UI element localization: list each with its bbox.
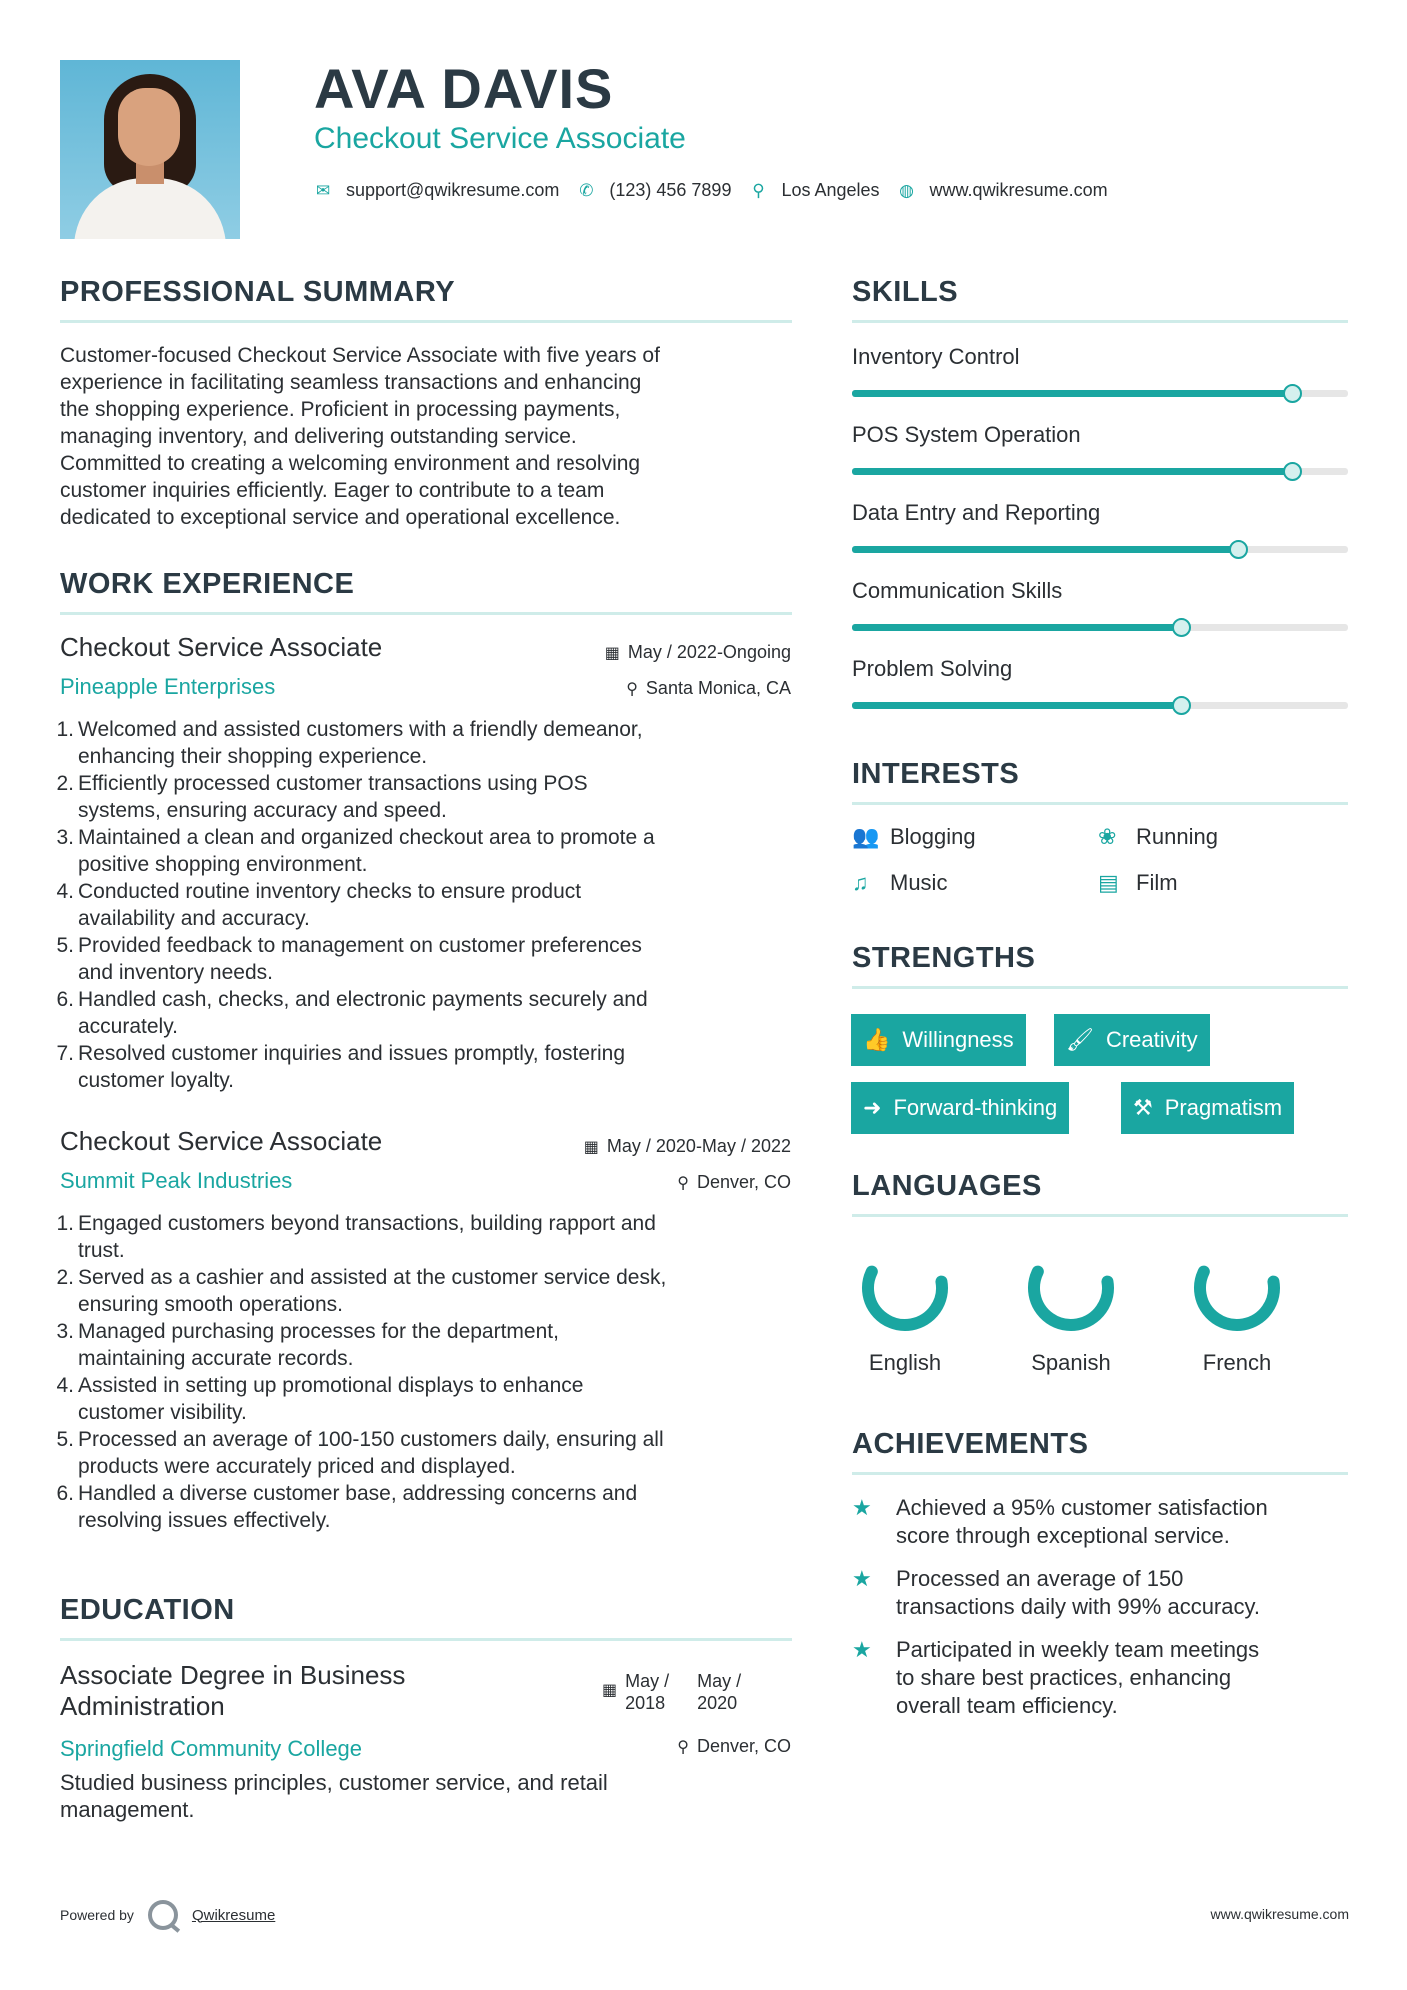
list-item: 3. Managed purchasing processes for the department, maintaining accurate records. <box>56 1320 559 1370</box>
education-heading: EDUCATION <box>60 1594 235 1626</box>
experience-heading: WORK EXPERIENCE <box>60 568 355 600</box>
language-ring <box>857 1240 953 1336</box>
list-item: 6. Handled cash, checks, and electronic payments securely and accurately. <box>56 988 648 1038</box>
interests-divider <box>852 802 1348 805</box>
languages-divider <box>852 1214 1348 1217</box>
candidate-title: Checkout Service Associate <box>314 122 686 155</box>
calendar-icon: ▦ <box>583 1139 599 1156</box>
list-item: 1. Engaged customers beyond transactions, building rapport and trust. <box>56 1212 656 1262</box>
list-item: 5. Processed an average of 100-150 customers daily, ensuring all products were accurately priced and displayed. <box>56 1428 664 1478</box>
achievements-heading: ACHIEVEMENTS <box>852 1428 1089 1460</box>
skill-bar-knob <box>1229 540 1248 559</box>
gavel-icon: ⚒ <box>1133 1095 1153 1120</box>
profile-photo <box>60 60 240 239</box>
language-ring <box>1189 1240 1285 1336</box>
skill-bar-knob <box>1172 618 1191 637</box>
job-role: Checkout Service Associate <box>60 632 383 662</box>
language-item: Spanish <box>1011 1240 1131 1376</box>
interest-item: 👥 Blogging <box>852 824 976 849</box>
candidate-name: AVA DAVIS <box>314 57 614 120</box>
skill-bar <box>852 468 1348 475</box>
skill-bar-fill <box>852 546 1239 553</box>
interest-item: ❀ Running <box>1098 824 1218 849</box>
contact-bar <box>314 180 1126 201</box>
job-duties <box>52 716 792 1094</box>
thumbs-up-icon: 👍 <box>863 1027 891 1052</box>
phone-icon: ✆ <box>579 180 594 200</box>
calendar-icon: ▦ <box>604 645 620 662</box>
achievement-item: ★ Processed an average of 150 transactions daily with 99% accuracy. <box>852 1566 1260 1619</box>
skill-bar-fill <box>852 390 1293 397</box>
experience-divider <box>60 612 792 615</box>
skill-bar-fill <box>852 702 1182 709</box>
calendar-icon: ▦ <box>602 1682 618 1699</box>
list-item: 7. Resolved customer inquiries and issues promptly, fostering customer loyalty. <box>56 1042 626 1092</box>
job-duties <box>52 1210 792 1534</box>
school-name: Springfield Community College <box>60 1736 363 1761</box>
skill-bar <box>852 546 1348 553</box>
list-item: 2. Served as a cashier and assisted at the customer service desk, ensuring smooth operations. <box>56 1266 667 1316</box>
skill-bar <box>852 390 1348 397</box>
education-location: ⚲ Denver, CO <box>677 1736 791 1756</box>
job-dates: ▦ May / 2022-Ongoing <box>604 642 791 662</box>
skill-bar <box>852 624 1348 631</box>
achievement-item: ★ Achieved a 95% customer satisfaction score through exceptional service. <box>852 1495 1268 1548</box>
languages-heading: LANGUAGES <box>852 1170 1042 1202</box>
summary-divider <box>60 320 792 323</box>
skill-bar-knob <box>1172 696 1191 715</box>
skill-bar-fill <box>852 468 1293 475</box>
list-item: 1. Welcomed and assisted customers with a friendly demeanor, enhancing their shopping experience. <box>56 718 643 768</box>
envelope-icon: ✉ <box>315 180 331 200</box>
list-item: 6. Handled a diverse customer base, addressing concerns and resolving issues effectively. <box>56 1482 638 1532</box>
skills-heading: SKILLS <box>852 276 959 308</box>
star-icon: ★ <box>852 1495 872 1520</box>
skills-divider <box>852 320 1348 323</box>
pin-icon: ⚲ <box>677 1175 689 1192</box>
job-location: ⚲ Santa Monica, CA <box>626 678 791 698</box>
music-icon: ♫ <box>852 870 869 895</box>
interest-item: ▤ Film <box>1098 870 1178 895</box>
strength-badge: ➜ Forward-thinking <box>851 1082 1069 1134</box>
degree-title: Associate Degree in Business Administration <box>60 1660 406 1721</box>
summary-heading: PROFESSIONAL SUMMARY <box>60 276 456 308</box>
star-icon: ★ <box>852 1566 872 1591</box>
users-icon: 👥 <box>852 824 880 849</box>
interests-heading: INTERESTS <box>852 758 1020 790</box>
star-icon: ★ <box>852 1637 872 1662</box>
list-item: 4. Assisted in setting up promotional displays to enhance customer visibility. <box>56 1374 584 1424</box>
contact-email[interactable]: support@qwikresume.com <box>346 180 560 200</box>
language-item: English <box>845 1240 965 1376</box>
job-role: Checkout Service Associate <box>60 1126 383 1156</box>
skill-bar-knob <box>1283 384 1302 403</box>
education-divider <box>60 1638 792 1641</box>
skill-bar-knob <box>1283 462 1302 481</box>
paint-brush-icon: 🖌 <box>1066 1027 1094 1052</box>
powered-by-text: Powered by <box>60 1907 134 1923</box>
skill-label: Inventory Control <box>852 344 1020 369</box>
footer-branding <box>60 1900 275 1930</box>
interest-item: ♫ Music <box>852 870 948 895</box>
contact-website[interactable]: www.qwikresume.com <box>929 180 1108 200</box>
job-company: Pineapple Enterprises <box>60 674 276 699</box>
contact-location: Los Angeles <box>781 180 880 200</box>
contact-phone[interactable]: (123) 456 7899 <box>609 180 732 200</box>
skill-label: Communication Skills <box>852 578 1063 603</box>
pin-icon: ⚲ <box>677 1739 689 1756</box>
language-ring <box>1023 1240 1119 1336</box>
strength-badge: ⚒ Pragmatism <box>1121 1082 1294 1134</box>
skill-label: Problem Solving <box>852 656 1013 681</box>
map-pin-icon: ⚲ <box>752 180 765 200</box>
skill-label: POS System Operation <box>852 422 1081 447</box>
education-dates: ▦ May / 2018 May / 2020 <box>602 1671 742 1713</box>
list-item: 2. Efficiently processed customer transactions using POS systems, ensuring accuracy and speed. <box>56 772 588 822</box>
language-item: French <box>1177 1240 1297 1376</box>
strengths-divider <box>852 986 1348 989</box>
strengths-heading: STRENGTHS <box>852 942 1036 974</box>
arrow-right-icon: ➜ <box>863 1095 882 1120</box>
footer-url[interactable]: www.qwikresume.com <box>1210 1906 1349 1922</box>
brand-link[interactable]: Qwikresume <box>191 1906 276 1924</box>
strength-badge: 👍 Willingness <box>851 1014 1026 1066</box>
job-dates: ▦ May / 2020-May / 2022 <box>583 1136 791 1156</box>
film-icon: ▤ <box>1098 870 1119 895</box>
achievements-divider <box>852 1472 1348 1475</box>
list-item: 4. Conducted routine inventory checks to ensure product availability and accuracy. <box>56 880 582 930</box>
list-item: 5. Provided feedback to management on customer preferences and inventory needs. <box>56 934 642 984</box>
summary-text: Customer-focused Checkout Service Associate with five years of experience in facilitating seamless transactions and enhancing the shopping experience. Proficient in processing payments, managing inventory, and delivering outstanding service. Committed to creating a welcoming environment and resolving customer inquiries efficiently. Eager to contribute to a team dedicated to exceptional service and operational excellence. <box>60 344 660 529</box>
list-item: 3. Maintained a clean and organized checkout area to promote a positive shopping environment. <box>56 826 655 876</box>
skill-label: Data Entry and Reporting <box>852 500 1101 525</box>
globe-icon: ◍ <box>899 180 914 200</box>
education-description: Studied business principles, customer service, and retail management. <box>60 1770 608 1822</box>
job-company: Summit Peak Industries <box>60 1168 293 1193</box>
paw-icon: ❀ <box>1098 824 1117 849</box>
achievement-item: ★ Participated in weekly team meetings to share best practices, enhancing overall team efficiency. <box>852 1637 1260 1718</box>
skill-bar <box>852 702 1348 709</box>
job-location: ⚲ Denver, CO <box>677 1172 791 1192</box>
pin-icon: ⚲ <box>626 681 638 698</box>
strength-badge: 🖌 Creativity <box>1054 1014 1210 1066</box>
qwikresume-logo-icon <box>148 1900 178 1930</box>
skill-bar-fill <box>852 624 1182 631</box>
